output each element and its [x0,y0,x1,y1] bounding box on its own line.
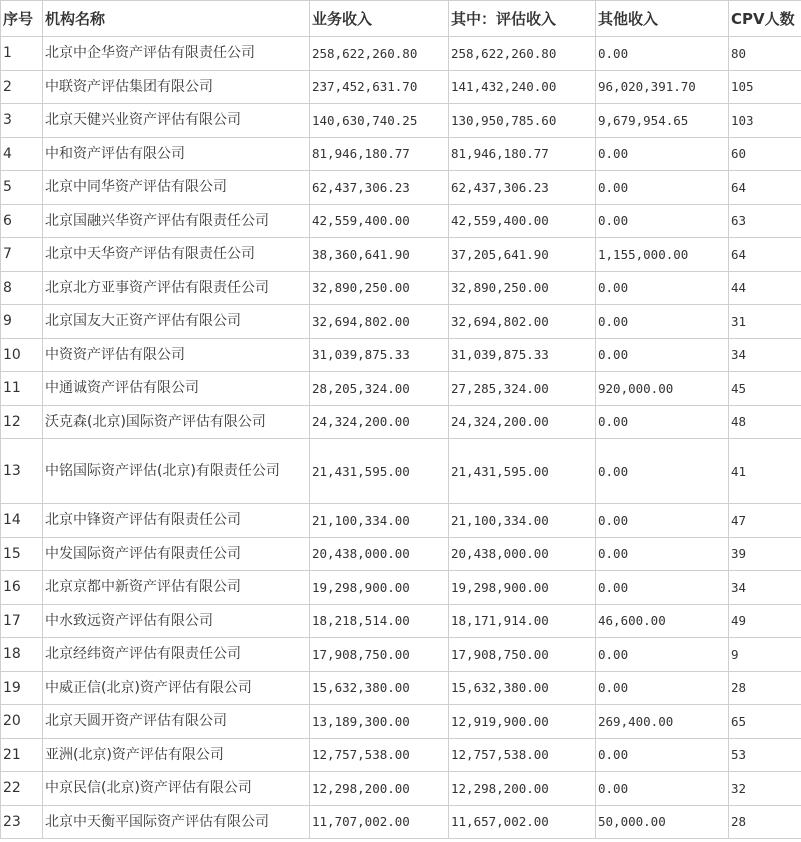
other-revenue: 0.00 [596,305,729,339]
row-index: 1 [1,37,43,71]
cpv-count: 44 [729,271,801,305]
table-row [1,204,801,238]
institution-name: 中发国际资产评估有限责任公司 [43,537,310,571]
row-index: 2 [1,70,43,104]
table-row [1,671,801,705]
appraisal-revenue: 20,438,000.00 [449,537,596,571]
business-revenue: 62,437,306.23 [310,171,449,205]
header-institution-name: 机构名称 [43,1,310,37]
other-revenue: 0.00 [596,571,729,605]
cpv-count: 31 [729,305,801,339]
other-revenue: 0.00 [596,638,729,672]
institution-name: 沃克森(北京)国际资产评估有限公司 [43,405,310,439]
business-revenue: 31,039,875.33 [310,338,449,372]
institution-name: 北京京都中新资产评估有限公司 [43,571,310,605]
other-revenue: 269,400.00 [596,705,729,739]
appraisal-revenue: 11,657,002.00 [449,805,596,839]
business-revenue: 81,946,180.77 [310,137,449,171]
appraisal-revenue: 12,919,900.00 [449,705,596,739]
institution-name: 北京北方亚事资产评估有限责任公司 [43,271,310,305]
institution-name: 北京经纬资产评估有限责任公司 [43,638,310,672]
row-index: 3 [1,104,43,138]
other-revenue: 920,000.00 [596,372,729,406]
row-index: 9 [1,305,43,339]
other-revenue: 0.00 [596,504,729,538]
other-revenue: 0.00 [596,271,729,305]
institution-name: 中联资产评估集团有限公司 [43,70,310,104]
other-revenue: 0.00 [596,204,729,238]
appraisal-revenue: 12,298,200.00 [449,772,596,806]
institution-name: 北京中天衡平国际资产评估有限公司 [43,805,310,839]
cpv-count: 105 [729,70,801,104]
table-body [1,37,801,839]
business-revenue: 21,431,595.00 [310,439,449,504]
table-row [1,305,801,339]
business-revenue: 38,360,641.90 [310,238,449,272]
cpv-count: 34 [729,338,801,372]
appraisal-revenue: 31,039,875.33 [449,338,596,372]
table-row [1,238,801,272]
cpv-count: 65 [729,705,801,739]
table-row [1,70,801,104]
other-revenue: 0.00 [596,439,729,504]
cpv-count: 45 [729,372,801,406]
appraisal-revenue: 12,757,538.00 [449,738,596,772]
cpv-count: 80 [729,37,801,71]
cpv-count: 64 [729,171,801,205]
row-index: 19 [1,671,43,705]
business-revenue: 17,908,750.00 [310,638,449,672]
institution-name: 北京天健兴业资产评估有限公司 [43,104,310,138]
institution-name: 中资资产评估有限公司 [43,338,310,372]
business-revenue: 32,694,802.00 [310,305,449,339]
table-row [1,104,801,138]
cpv-count: 28 [729,805,801,839]
business-revenue: 15,632,380.00 [310,671,449,705]
table-row [1,372,801,406]
appraisal-revenue: 42,559,400.00 [449,204,596,238]
institution-name: 北京中锋资产评估有限责任公司 [43,504,310,538]
table-row [1,571,801,605]
row-index: 11 [1,372,43,406]
business-revenue: 24,324,200.00 [310,405,449,439]
row-index: 10 [1,338,43,372]
table-row [1,805,801,839]
table-row [1,439,801,504]
table-row [1,171,801,205]
row-index: 15 [1,537,43,571]
cpv-count: 41 [729,439,801,504]
business-revenue: 28,205,324.00 [310,372,449,406]
row-index: 22 [1,772,43,806]
appraisal-revenue: 32,890,250.00 [449,271,596,305]
institution-name: 北京中企华资产评估有限责任公司 [43,37,310,71]
table-row [1,738,801,772]
table-row [1,271,801,305]
header-appraisal-revenue: 其中：评估收入 [449,1,596,37]
appraisal-revenue: 19,298,900.00 [449,571,596,605]
table-row [1,638,801,672]
table-row [1,504,801,538]
institution-name: 中和资产评估有限公司 [43,137,310,171]
appraisal-revenue: 130,950,785.60 [449,104,596,138]
appraisal-revenue: 21,431,595.00 [449,439,596,504]
row-index: 17 [1,604,43,638]
table-row [1,338,801,372]
other-revenue: 0.00 [596,137,729,171]
table-row [1,604,801,638]
table-row [1,405,801,439]
row-index: 18 [1,638,43,672]
cpv-count: 53 [729,738,801,772]
other-revenue: 0.00 [596,405,729,439]
table-row [1,705,801,739]
institution-name: 中威正信(北京)资产评估有限公司 [43,671,310,705]
cpv-count: 28 [729,671,801,705]
institution-name: 北京天圆开资产评估有限公司 [43,705,310,739]
cpv-count: 64 [729,238,801,272]
appraisal-revenue: 141,432,240.00 [449,70,596,104]
row-index: 14 [1,504,43,538]
other-revenue: 0.00 [596,671,729,705]
appraisal-revenue: 62,437,306.23 [449,171,596,205]
institution-name: 北京国融兴华资产评估有限责任公司 [43,204,310,238]
institution-name: 北京中同华资产评估有限公司 [43,171,310,205]
header-row [1,1,801,37]
business-revenue: 19,298,900.00 [310,571,449,605]
institution-name: 中水致远资产评估有限公司 [43,604,310,638]
appraisal-revenue: 21,100,334.00 [449,504,596,538]
appraisal-revenue: 17,908,750.00 [449,638,596,672]
business-revenue: 20,438,000.00 [310,537,449,571]
business-revenue: 32,890,250.00 [310,271,449,305]
header-cpv-count: CPV人数 [729,1,801,37]
business-revenue: 13,189,300.00 [310,705,449,739]
cpv-count: 63 [729,204,801,238]
appraisal-revenue: 258,622,260.80 [449,37,596,71]
other-revenue: 96,020,391.70 [596,70,729,104]
business-revenue: 21,100,334.00 [310,504,449,538]
table-row [1,37,801,71]
other-revenue: 0.00 [596,338,729,372]
row-index: 12 [1,405,43,439]
business-revenue: 258,622,260.80 [310,37,449,71]
row-index: 4 [1,137,43,171]
appraisal-revenue: 81,946,180.77 [449,137,596,171]
appraisal-revenue: 18,171,914.00 [449,604,596,638]
institution-name: 北京中天华资产评估有限责任公司 [43,238,310,272]
business-revenue: 12,298,200.00 [310,772,449,806]
appraisal-revenue: 27,285,324.00 [449,372,596,406]
institution-name: 中通诚资产评估有限公司 [43,372,310,406]
other-revenue: 9,679,954.65 [596,104,729,138]
business-revenue: 12,757,538.00 [310,738,449,772]
table-row [1,137,801,171]
header-index: 序号 [1,1,43,37]
other-revenue: 1,155,000.00 [596,238,729,272]
row-index: 6 [1,204,43,238]
row-index: 16 [1,571,43,605]
cpv-count: 34 [729,571,801,605]
institution-name: 亚洲(北京)资产评估有限公司 [43,738,310,772]
row-index: 7 [1,238,43,272]
table-row [1,772,801,806]
row-index: 8 [1,271,43,305]
business-revenue: 42,559,400.00 [310,204,449,238]
table-row [1,537,801,571]
cpv-count: 32 [729,772,801,806]
row-index: 23 [1,805,43,839]
business-revenue: 237,452,631.70 [310,70,449,104]
institution-name: 北京国友大正资产评估有限公司 [43,305,310,339]
business-revenue: 11,707,002.00 [310,805,449,839]
cpv-count: 39 [729,537,801,571]
row-index: 20 [1,705,43,739]
other-revenue: 0.00 [596,171,729,205]
cpv-count: 9 [729,638,801,672]
row-index: 5 [1,171,43,205]
header-other-revenue: 其他收入 [596,1,729,37]
appraisal-revenue: 24,324,200.00 [449,405,596,439]
cpv-count: 48 [729,405,801,439]
cpv-count: 60 [729,137,801,171]
appraisal-revenue: 37,205,641.90 [449,238,596,272]
business-revenue: 140,630,740.25 [310,104,449,138]
other-revenue: 0.00 [596,37,729,71]
cpv-count: 47 [729,504,801,538]
cpv-count: 49 [729,604,801,638]
institution-name: 中铭国际资产评估(北京)有限责任公司 [43,439,310,504]
business-revenue: 18,218,514.00 [310,604,449,638]
other-revenue: 0.00 [596,738,729,772]
row-index: 13 [1,439,43,504]
other-revenue: 0.00 [596,772,729,806]
other-revenue: 46,600.00 [596,604,729,638]
institution-name: 中京民信(北京)资产评估有限公司 [43,772,310,806]
other-revenue: 50,000.00 [596,805,729,839]
appraisal-revenue: 32,694,802.00 [449,305,596,339]
header-business-revenue: 业务收入 [310,1,449,37]
row-index: 21 [1,738,43,772]
appraisal-revenue: 15,632,380.00 [449,671,596,705]
cpv-count: 103 [729,104,801,138]
other-revenue: 0.00 [596,537,729,571]
